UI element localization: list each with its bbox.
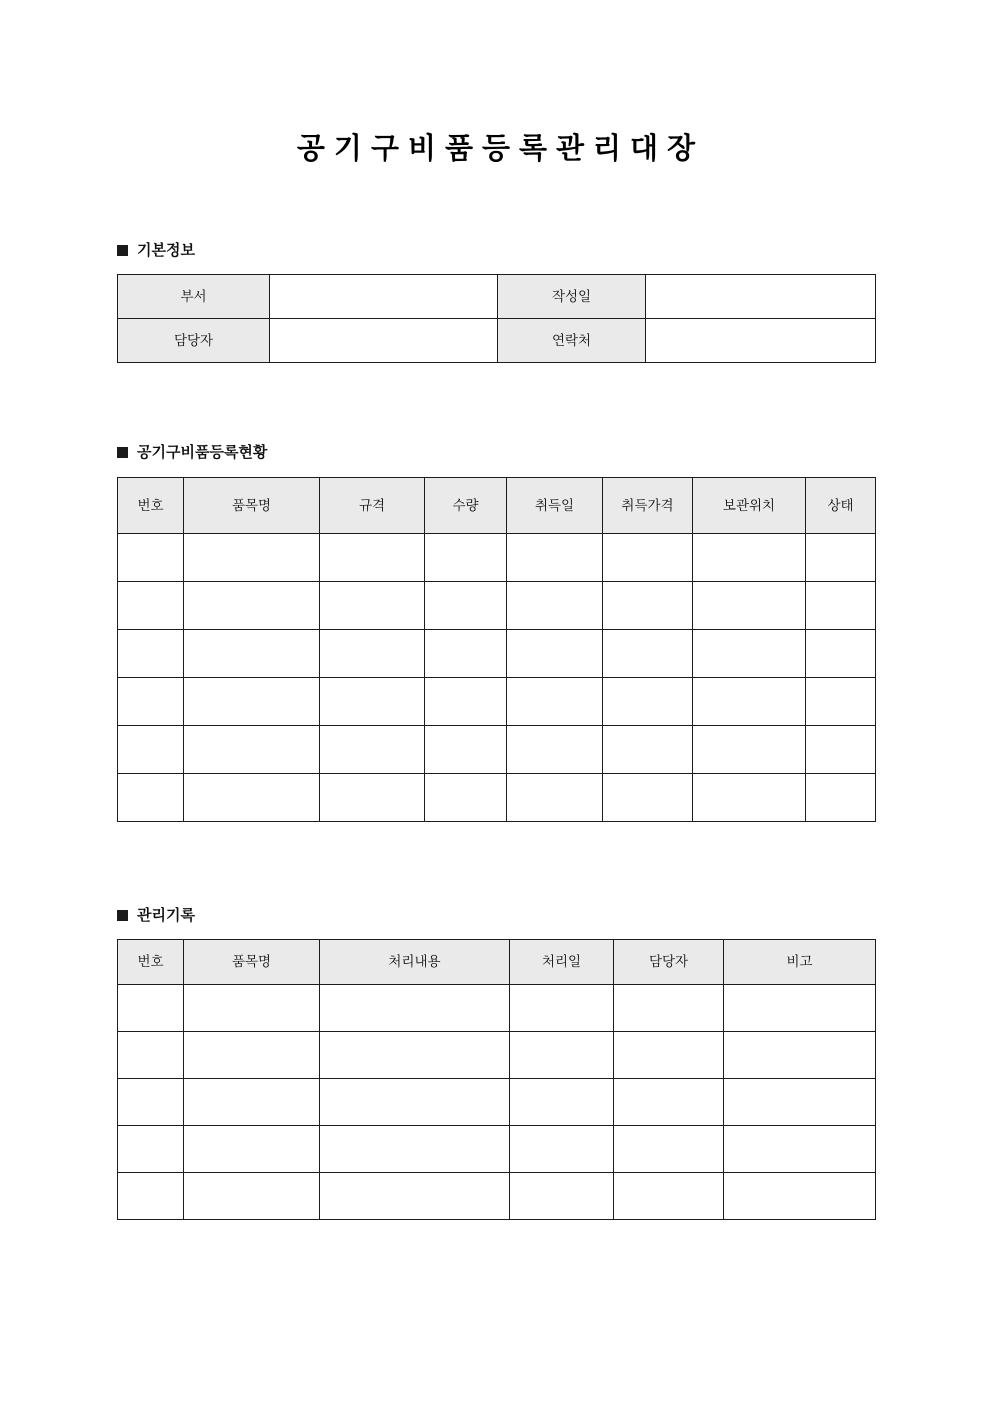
cell-quantity[interactable] [425, 726, 507, 774]
cell-status[interactable] [806, 582, 876, 630]
cell-no[interactable] [118, 1173, 184, 1220]
cell-spec[interactable] [320, 678, 425, 726]
column-header-no: 번호 [118, 940, 184, 985]
table-row [118, 774, 876, 822]
field-value-created-date[interactable] [646, 275, 876, 319]
column-header-status: 상태 [806, 478, 876, 534]
table-row [118, 534, 876, 582]
cell-status[interactable] [806, 774, 876, 822]
cell-acquisition-date[interactable] [507, 678, 603, 726]
cell-acquisition-price[interactable] [603, 582, 693, 630]
cell-acquisition-price[interactable] [603, 726, 693, 774]
field-label-manager: 담당자 [118, 319, 270, 363]
cell-no[interactable] [118, 1032, 184, 1079]
management-records-table [117, 939, 876, 1220]
cell-action-details[interactable] [320, 1173, 510, 1220]
cell-acquisition-date[interactable] [507, 630, 603, 678]
column-header-acquisition-price: 취득가격 [603, 478, 693, 534]
cell-status[interactable] [806, 726, 876, 774]
cell-acquisition-price[interactable] [603, 630, 693, 678]
page-title: 공기구비품등록관리대장 [296, 133, 705, 165]
cell-item-name[interactable] [184, 726, 320, 774]
cell-quantity[interactable] [425, 774, 507, 822]
field-value-department[interactable] [270, 275, 498, 319]
section-heading-basic-info [117, 243, 875, 258]
cell-item-name[interactable] [184, 630, 320, 678]
cell-no[interactable] [118, 1079, 184, 1126]
cell-manager[interactable] [614, 1126, 724, 1173]
field-value-contact[interactable] [646, 319, 876, 363]
cell-status[interactable] [806, 678, 876, 726]
cell-storage-location[interactable] [693, 726, 806, 774]
section-heading-label: 공기구비품등록현황 [137, 444, 268, 462]
section-heading-management-records [117, 908, 875, 923]
column-header-action-details: 처리내용 [320, 940, 510, 985]
column-header-no: 번호 [118, 478, 184, 534]
table-row [118, 275, 876, 319]
cell-no[interactable] [118, 534, 184, 582]
cell-storage-location[interactable] [693, 678, 806, 726]
column-header-acquisition-date: 취득일 [507, 478, 603, 534]
cell-acquisition-price[interactable] [603, 774, 693, 822]
cell-no[interactable] [118, 726, 184, 774]
table-row [118, 985, 876, 1032]
column-header-storage-location: 보관위치 [693, 478, 806, 534]
cell-remarks[interactable] [724, 1173, 876, 1220]
table-row [118, 726, 876, 774]
cell-storage-location[interactable] [693, 774, 806, 822]
cell-action-details[interactable] [320, 985, 510, 1032]
column-header-item-name: 품목명 [184, 478, 320, 534]
cell-item-name[interactable] [184, 1126, 320, 1173]
cell-quantity[interactable] [425, 678, 507, 726]
cell-action-details[interactable] [320, 1079, 510, 1126]
cell-item-name[interactable] [184, 582, 320, 630]
cell-status[interactable] [806, 534, 876, 582]
cell-remarks[interactable] [724, 985, 876, 1032]
cell-no[interactable] [118, 630, 184, 678]
cell-spec[interactable] [320, 582, 425, 630]
cell-item-name[interactable] [184, 774, 320, 822]
table-row [118, 319, 876, 363]
cell-action-details[interactable] [320, 1126, 510, 1173]
cell-manager[interactable] [614, 1173, 724, 1220]
filled-square-bullet-icon [117, 447, 128, 458]
cell-manager[interactable] [614, 1079, 724, 1126]
cell-spec[interactable] [320, 630, 425, 678]
column-header-item-name: 품목명 [184, 940, 320, 985]
cell-action-date[interactable] [510, 1173, 614, 1220]
cell-spec[interactable] [320, 534, 425, 582]
table-row [118, 630, 876, 678]
column-header-remarks: 비고 [724, 940, 876, 985]
table-row [118, 1079, 876, 1126]
cell-acquisition-price[interactable] [603, 678, 693, 726]
cell-storage-location[interactable] [693, 582, 806, 630]
cell-action-date[interactable] [510, 1126, 614, 1173]
table-header-row [118, 478, 876, 534]
table-row [118, 1126, 876, 1173]
cell-acquisition-price[interactable] [603, 534, 693, 582]
cell-remarks[interactable] [724, 1126, 876, 1173]
field-label-created-date: 작성일 [498, 275, 646, 319]
cell-item-name[interactable] [184, 1079, 320, 1126]
cell-acquisition-date[interactable] [507, 726, 603, 774]
field-label-contact: 연락처 [498, 319, 646, 363]
cell-action-details[interactable] [320, 1032, 510, 1079]
section-heading-label: 기본정보 [137, 242, 195, 260]
cell-status[interactable] [806, 630, 876, 678]
cell-action-date[interactable] [510, 1079, 614, 1126]
cell-item-name[interactable] [184, 1032, 320, 1079]
cell-no[interactable] [118, 1126, 184, 1173]
cell-action-date[interactable] [510, 985, 614, 1032]
cell-no[interactable] [118, 678, 184, 726]
table-header-row [118, 940, 876, 985]
cell-manager[interactable] [614, 985, 724, 1032]
column-header-manager: 담당자 [614, 940, 724, 985]
table-row [118, 1032, 876, 1079]
basic-info-table [117, 274, 876, 363]
field-value-manager[interactable] [270, 319, 498, 363]
cell-item-name[interactable] [184, 678, 320, 726]
cell-acquisition-date[interactable] [507, 534, 603, 582]
section-heading-label: 관리기록 [137, 907, 195, 925]
table-row [118, 582, 876, 630]
field-label-department: 부서 [118, 275, 270, 319]
column-header-spec: 규격 [320, 478, 425, 534]
cell-item-name[interactable] [184, 534, 320, 582]
filled-square-bullet-icon [117, 910, 128, 921]
cell-remarks[interactable] [724, 1079, 876, 1126]
cell-spec[interactable] [320, 774, 425, 822]
cell-no[interactable] [118, 774, 184, 822]
table-row [118, 678, 876, 726]
cell-storage-location[interactable] [693, 630, 806, 678]
cell-action-date[interactable] [510, 1032, 614, 1079]
registration-status-table [117, 477, 876, 822]
cell-quantity[interactable] [425, 582, 507, 630]
cell-storage-location[interactable] [693, 534, 806, 582]
filled-square-bullet-icon [117, 245, 128, 256]
column-header-quantity: 수량 [425, 478, 507, 534]
cell-acquisition-date[interactable] [507, 582, 603, 630]
cell-no[interactable] [118, 985, 184, 1032]
table-row [118, 1173, 876, 1220]
cell-remarks[interactable] [724, 1032, 876, 1079]
cell-quantity[interactable] [425, 630, 507, 678]
cell-manager[interactable] [614, 1032, 724, 1079]
section-heading-registration-status [117, 445, 875, 460]
cell-item-name[interactable] [184, 1173, 320, 1220]
cell-item-name[interactable] [184, 985, 320, 1032]
cell-quantity[interactable] [425, 534, 507, 582]
cell-no[interactable] [118, 582, 184, 630]
cell-acquisition-date[interactable] [507, 774, 603, 822]
column-header-action-date: 처리일 [510, 940, 614, 985]
cell-spec[interactable] [320, 726, 425, 774]
